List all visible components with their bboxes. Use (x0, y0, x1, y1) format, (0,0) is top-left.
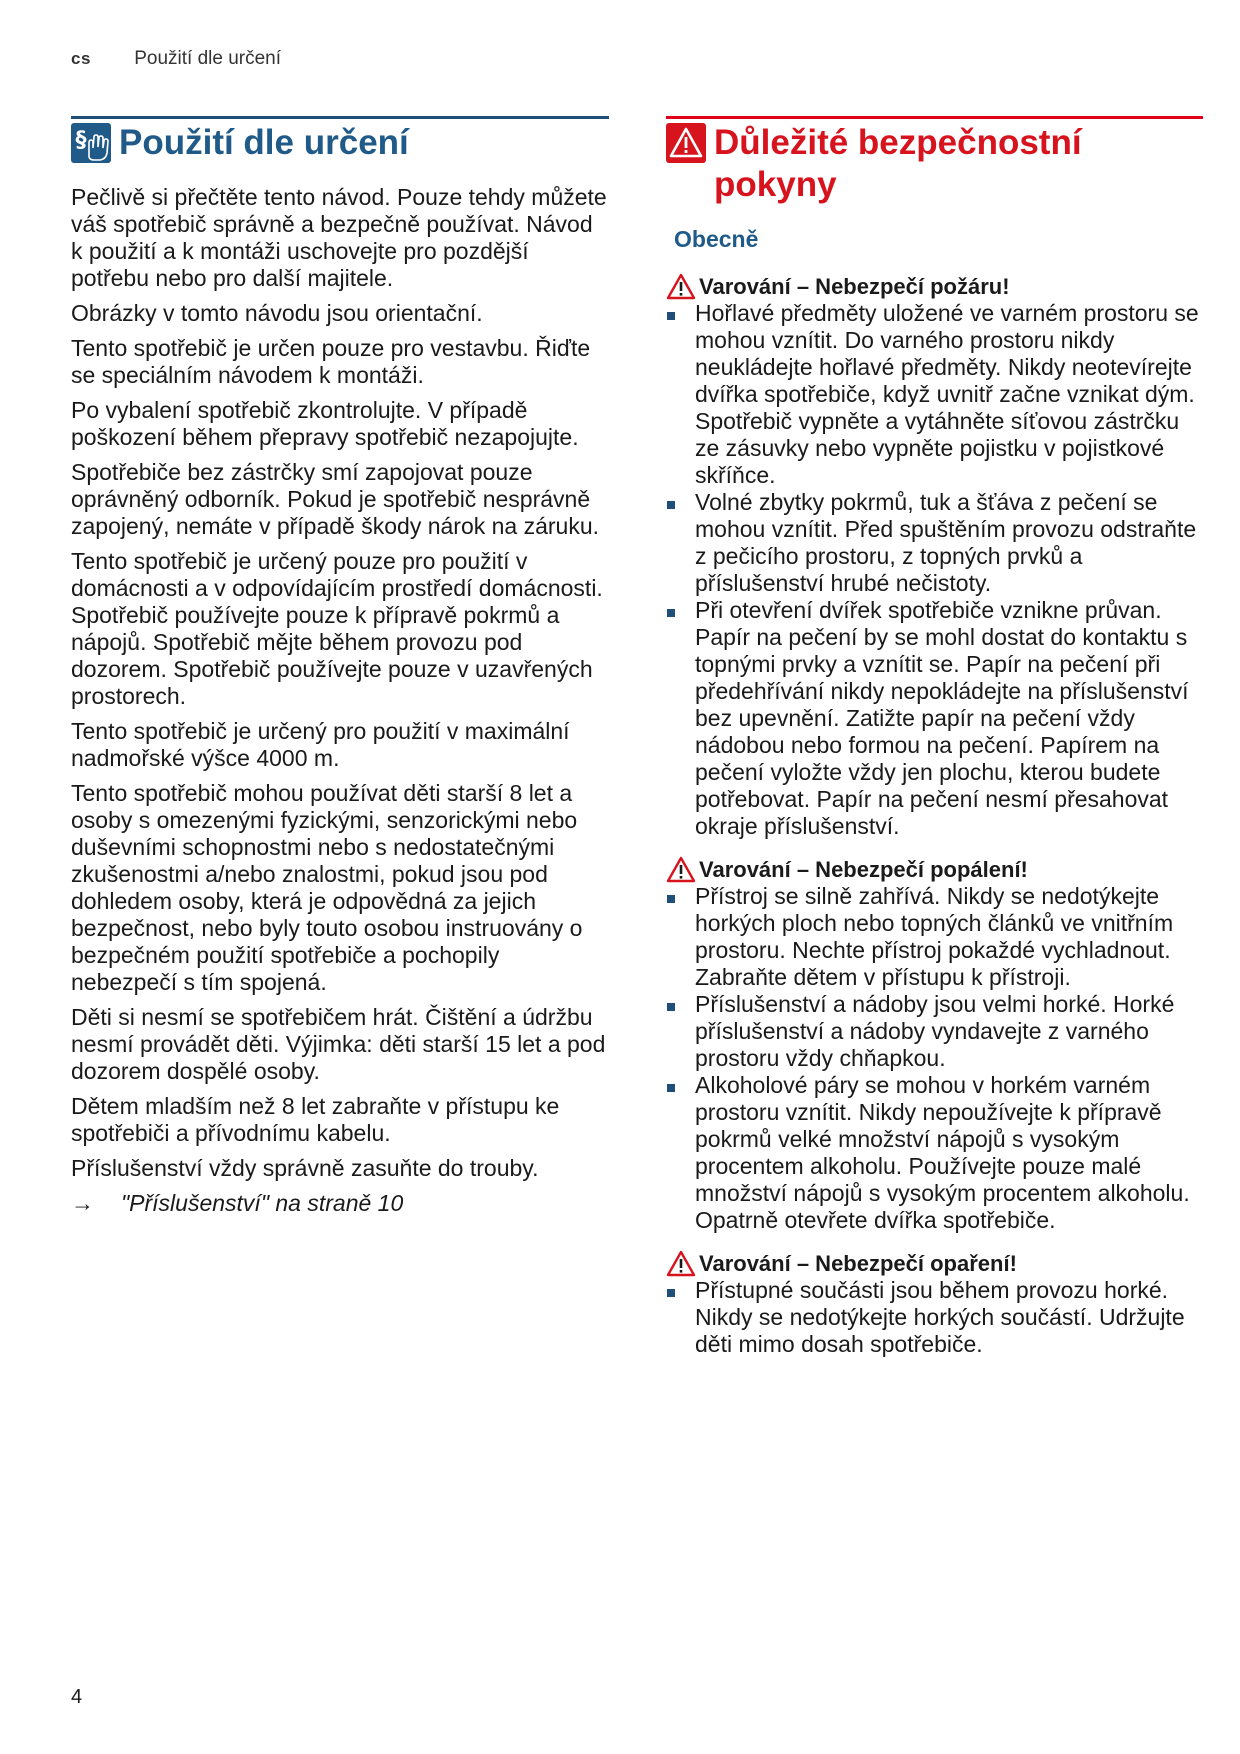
cross-reference[interactable] (71, 1190, 609, 1217)
warning-title: Varování – Nebezpečí opaření! (699, 1251, 1017, 1276)
header-title: Použití dle určení (134, 48, 282, 69)
paragraph: Dětem mladším než 8 let zabraňte v přístupu ke spotřebiči a přívodnímu kabelu. (71, 1093, 560, 1146)
warning-title: Varování – Nebezpečí požáru! (699, 274, 1010, 299)
list-item: Při otevření dvířek spotřebiče vznikne průvan. Papír na pečení by se mohl dostat do kontaktu s topnými prvky a vznítit se. Papír na pečení při předehřívání nikdy nepokládejte na příslušenství bez upevnění. Zatižte papír na pečení vždy nádobou nebo formou na pečení. Papírem na pečení vyložte vždy jen plochu, kterou budete potřebovat. Papír na pečení nesmí přesahovat okraje příslušenství. (666, 597, 1203, 840)
list-item: Volné zbytky pokrmů, tuk a šťáva z pečení se mohou vznítit. Před spuštěním provozu odstraňte z pečicího prostoru, z topných prvků a příslušenství hrubé nečistoty. (666, 489, 1203, 597)
paragraph: Tento spotřebič je určen pouze pro vestavbu. Řiďte se speciálním návodem k montáži. (71, 335, 591, 388)
paragraph: Obrázky v tomto návodu jsou orientační. (71, 300, 483, 326)
warning-heading (666, 273, 1203, 300)
list-item: Alkoholové páry se mohou v horkém varném prostoru vznítit. Nikdy nepoužívejte k přípravě pokrmů velké množství nápojů s vysokým procentem alkoholu. Používejte pouze malé množství nápojů s vysokým procentem alkoholu. Opatrně otevřete dvířka spotřebiče. (666, 1072, 1203, 1234)
paragraph: Tento spotřebič mohou používat děti starší 8 let a osoby s omezenými fyzickými, senzorickými nebo duševními schopnostmi nebo s nedostatečnými zkušenostmi a/nebo znalostmi, pokud jsou pod dohledem osoby, která je odpovědná za jejich bezpečnost, nebo byly touto osobou instruovány o bezpečném použití spotřebiče a pochopily nebezpečí s tím spojená. (71, 780, 583, 995)
paragraph-hand-icon (71, 123, 111, 163)
page-number: 4 (71, 1686, 83, 1708)
bullet-list (666, 1277, 1203, 1358)
warning-icon (666, 1250, 696, 1277)
warnings-list (666, 273, 1203, 1358)
intended-use-title: Použití dle určení (119, 123, 409, 162)
paragraph: Tento spotřebič je určený pouze pro použití v domácnosti a v odpovídajícím prostředí domácnosti. Spotřebič používejte pouze k přípravě pokrmů a nápojů. Spotřebič mějte během provozu pod dozorem. Spotřebič používejte pouze v uzavřených prostorech. (71, 548, 603, 709)
paragraph: Spotřebiče bez zástrčky smí zapojovat pouze oprávněný odborník. Pokud je spotřebič nesprávně zapojený, nemáte v případě škody nárok na záruku. (71, 459, 600, 539)
bullet-list (666, 883, 1203, 1234)
list-item: Hořlavé předměty uložené ve varném prostoru se mohou vznítit. Do varného prostoru nikdy neukládejte hořlavé předměty. Nikdy neotevírejte dvířka spotřebiče, když uvnitř začne vznikat dým. Spotřebič vypněte a vytáhněte síťovou zástrčku ze zásuvky nebo vypněte pojistku v pojistkové skříňce. (666, 300, 1203, 489)
warning-icon (666, 856, 696, 883)
language-code: cs (71, 49, 91, 68)
warning-triangle-icon (666, 123, 706, 163)
page-header (71, 48, 281, 70)
safety-heading (666, 116, 1203, 206)
warning-heading (666, 1250, 1203, 1277)
warning-block (666, 273, 1203, 840)
intended-use-section (71, 116, 609, 1217)
safety-title: Důležité bezpečnostní pokyny (714, 123, 1082, 204)
list-item: Přístroj se silně zahřívá. Nikdy se nedotýkejte horkých ploch nebo topných článků ve vnitřním prostoru. Nechte přístroj pokaždé vychladnout. Zabraňte dětem v přístupu k přístroji. (666, 883, 1203, 991)
list-item: Přístupné součásti jsou během provozu horké. Nikdy se nedotýkejte horkých součástí. Udržujte děti mimo dosah spotřebiče. (666, 1277, 1203, 1358)
arrow-icon: → (71, 1190, 94, 1216)
bullet-list (666, 300, 1203, 840)
paragraph: Tento spotřebič je určený pro použití v maximální nadmořské výšce 4000 m. (71, 718, 570, 771)
warning-block (666, 856, 1203, 1234)
cross-reference-text[interactable]: "Příslušenství" na straně 10 (121, 1190, 404, 1216)
general-subheading: Obecně (674, 226, 759, 252)
paragraph: Příslušenství vždy správně zasuňte do trouby. (71, 1155, 539, 1181)
warning-heading (666, 856, 1203, 883)
paragraph: Pečlivě si přečtěte tento návod. Pouze tehdy můžete váš spotřebič správně a bezpečně používat. Návod k použití a k montáži uschovejte pro pozdější potřebu nebo pro další majitele. (71, 184, 607, 291)
svg-text:§: § (75, 128, 87, 153)
warning-block (666, 1250, 1203, 1358)
list-item: Příslušenství a nádoby jsou velmi horké. Horké příslušenství a nádoby vyndavejte z varného prostoru vždy chňapkou. (666, 991, 1203, 1072)
intended-use-body (71, 184, 609, 1182)
warning-title: Varování – Nebezpečí popálení! (699, 857, 1028, 882)
intended-use-heading (71, 116, 609, 164)
paragraph: Po vybalení spotřebič zkontrolujte. V případě poškození během přepravy spotřebič nezapojujte. (71, 397, 579, 450)
paragraph: Děti si nesmí se spotřebičem hrát. Čištění a údržbu nesmí provádět děti. Výjimka: děti starší 15 let a pod dozorem dospělé osoby. (71, 1004, 606, 1084)
warning-icon (666, 273, 696, 300)
safety-section (666, 116, 1203, 1358)
